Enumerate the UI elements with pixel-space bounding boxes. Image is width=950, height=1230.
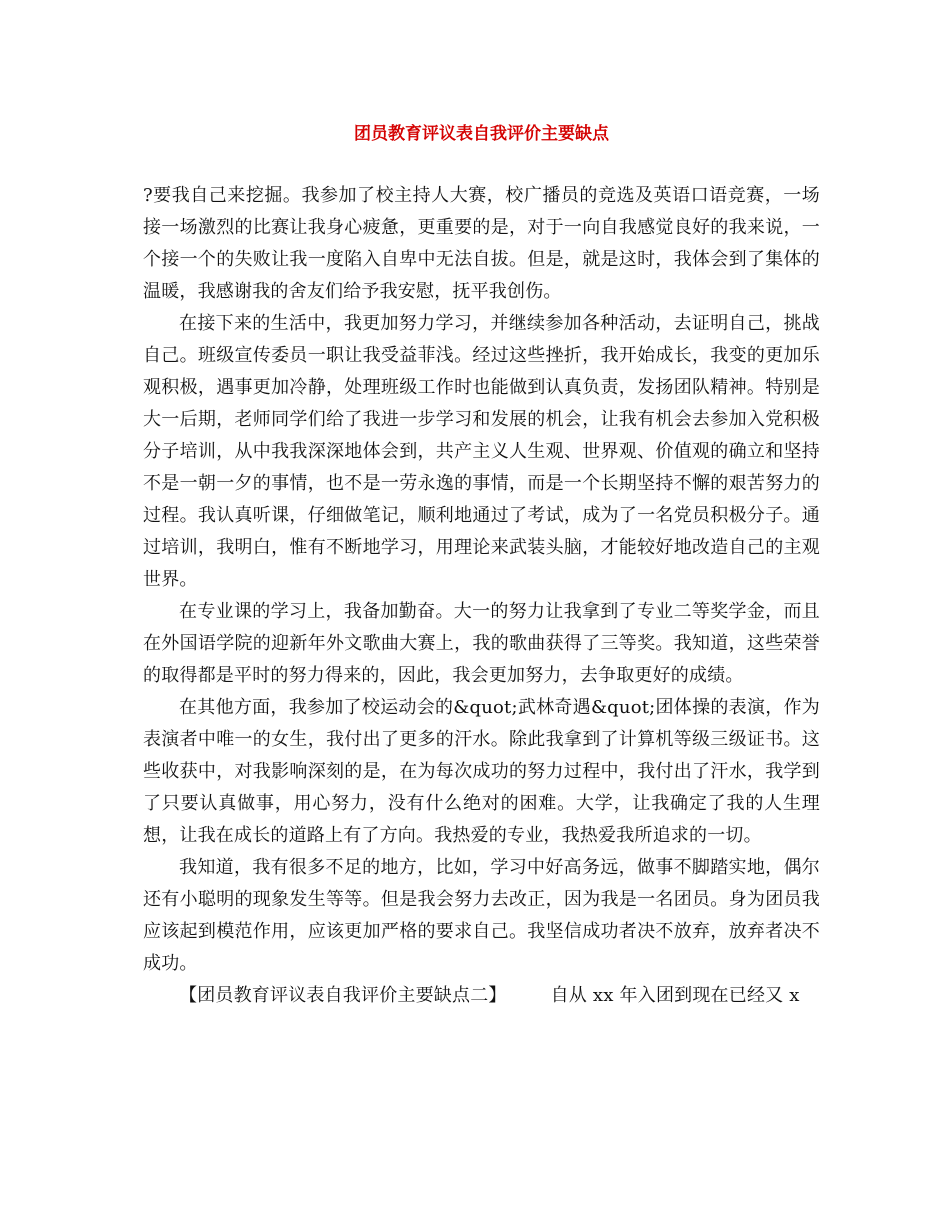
paragraph-2: 在接下来的生活中，我更加努力学习，并继续参加各种活动，去证明自己，挑战自己。班级宣传委员一职让我受益菲浅。经过这些挫折，我开始成长，我变的更加乐观积极，遇事更加冷静，处理班级工作时也能做到认真负责，发扬团队精神。特别是大一后期，老师同学们给了我进一步学习和发展的机会，让我有机会去参加入党积极分子培训，从中我我深深地体会到，共产主义人生观、世界观、价值观的确立和坚持不是一朝一夕的事情，也不是一劳永逸的事情，而是一个长期坚持不懈的艰苦努力的过程。我认真听课，仔细做笔记，顺利地通过了考试，成为了一名党员积极分子。通过培训，我明白，惟有不断地学习，用理论来武装头脑，才能较好地改造自己的主观世界。 bbox=[143, 313, 820, 590]
paragraph-5: 我知道，我有很多不足的地方，比如，学习中好高务远，做事不脚踏实地，偶尔还有小聪明的现象发生等等。但是我会努力去改正，因为我是一名团员。身为团员我应该起到模范作用，应该更加严格的要求自己。我坚信成功者决不放弃，放弃者决不成功。 bbox=[143, 857, 820, 974]
paragraph-4: 在其他方面，我参加了校运动会的&quot;武林奇遇&quot;团体操的表演，作为表演者中唯一的女生，我付出了更多的汗水。除此我拿到了计算机等级三级证书。这些收获中，对我影响深刻的是，在为每次成功的努力过程中，我付出了汗水，我学到了只要认真做事，用心努力，没有什么绝对的困难。大学，让我确定了我的人生理想，让我在成长的道路上有了方向。我热爱的专业，我热爱我所追求的一切。 bbox=[143, 697, 820, 846]
section-two-line bbox=[143, 980, 820, 1012]
section-two-heading: 【团员教育评议表自我评价主要缺点二】 bbox=[179, 985, 507, 1006]
section-two-start: 自从 xx 年入团到现在已经又 x bbox=[550, 985, 800, 1006]
document-title: 团员教育评议表自我评价主要缺点 bbox=[354, 124, 609, 144]
paragraph-3: 在专业课的学习上，我备加勤奋。大一的努力让我拿到了专业二等奖学金，而且在外国语学院的迎新年外文歌曲大赛上，我的歌曲获得了三等奖。我知道，这些荣誉的取得都是平时的努力得来的，因此，我会更加努力，去争取更好的成绩。 bbox=[143, 601, 820, 686]
paragraph-1: ?要我自己来挖掘。我参加了校主持人大赛，校广播员的竞选及英语口语竞赛，一场接一场激烈的比赛让我身心疲惫，更重要的是，对于一向自我感觉良好的我来说，一个接一个的失败让我一度陷入自卑中无法自拔。但是，就是这时，我体会到了集体的温暖，我感谢我的舍友们给予我安慰，抚平我创伤。 bbox=[143, 185, 820, 302]
